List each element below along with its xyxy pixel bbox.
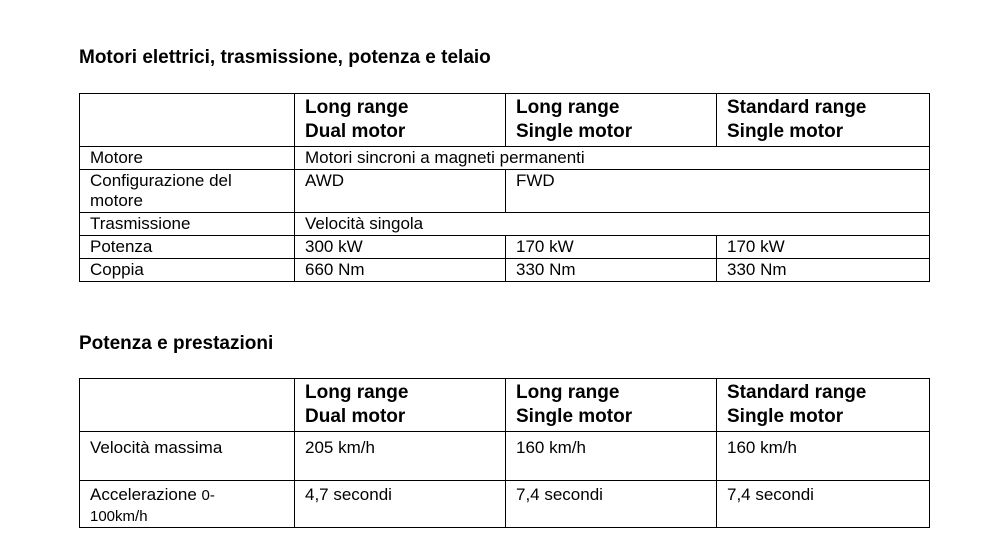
row-label: Trasmissione <box>80 213 295 236</box>
row-label-main: Accelerazione <box>90 485 202 504</box>
header-line: Single motor <box>516 121 633 142</box>
table-header-row <box>80 94 930 147</box>
row-label-tail: 100km/h <box>90 508 148 525</box>
header-line: Long range <box>516 382 620 403</box>
header-long-range-dual-motor <box>295 379 506 432</box>
cell-value: Velocità singola <box>295 213 930 236</box>
header-line: Long range <box>516 97 620 118</box>
cell-value: 330 Nm <box>717 259 930 282</box>
header-line: Single motor <box>727 406 844 427</box>
cell-value: FWD <box>506 170 930 213</box>
row-label: Coppia <box>80 259 295 282</box>
header-standard-range-single-motor <box>717 94 930 147</box>
table-header-row <box>80 379 930 432</box>
cell-value: 660 Nm <box>295 259 506 282</box>
header-line: Long range <box>305 97 409 118</box>
header-line: Dual motor <box>305 406 406 427</box>
table-row-potenza <box>80 236 930 259</box>
section-title-prestazioni: Potenza e prestazioni <box>79 333 274 354</box>
header-line: Long range <box>305 382 409 403</box>
table-row-accelerazione <box>80 481 930 528</box>
row-label: Motore <box>80 147 295 170</box>
row-label: Velocità massima <box>80 432 295 481</box>
cell-value: 7,4 secondi <box>506 481 717 528</box>
cell-value: 205 km/h <box>295 432 506 481</box>
header-long-range-dual-motor <box>295 94 506 147</box>
section-title-motori: Motori elettrici, trasmissione, potenza e telaio <box>79 47 491 68</box>
header-line: Dual motor <box>305 121 406 142</box>
row-label <box>80 481 295 528</box>
cell-value: 160 km/h <box>506 432 717 481</box>
row-label: Configurazione del motore <box>80 170 295 213</box>
header-empty-cell <box>80 94 295 147</box>
header-standard-range-single-motor <box>717 379 930 432</box>
table-row-velocita <box>80 432 930 481</box>
table-row-configurazione <box>80 170 930 213</box>
header-empty-cell <box>80 379 295 432</box>
cell-value: 160 km/h <box>717 432 930 481</box>
cell-value: 4,7 secondi <box>295 481 506 528</box>
cell-value: 330 Nm <box>506 259 717 282</box>
header-long-range-single-motor <box>506 94 717 147</box>
table-row-coppia <box>80 259 930 282</box>
table-row-trasmissione <box>80 213 930 236</box>
cell-value: 300 kW <box>295 236 506 259</box>
row-label: Potenza <box>80 236 295 259</box>
cell-value: 170 kW <box>506 236 717 259</box>
cell-value: 7,4 secondi <box>717 481 930 528</box>
header-line: Standard range <box>727 382 867 403</box>
specs-table-prestazioni <box>79 378 930 528</box>
header-line: Single motor <box>727 121 844 142</box>
cell-value: AWD <box>295 170 506 213</box>
header-line: Single motor <box>516 406 633 427</box>
table-row-motore <box>80 147 930 170</box>
cell-value: 170 kW <box>717 236 930 259</box>
row-label-tail: 0- <box>201 487 215 504</box>
header-line: Standard range <box>727 97 867 118</box>
header-long-range-single-motor <box>506 379 717 432</box>
specs-table-motori <box>79 93 930 282</box>
cell-value: Motori sincroni a magneti permanenti <box>295 147 930 170</box>
